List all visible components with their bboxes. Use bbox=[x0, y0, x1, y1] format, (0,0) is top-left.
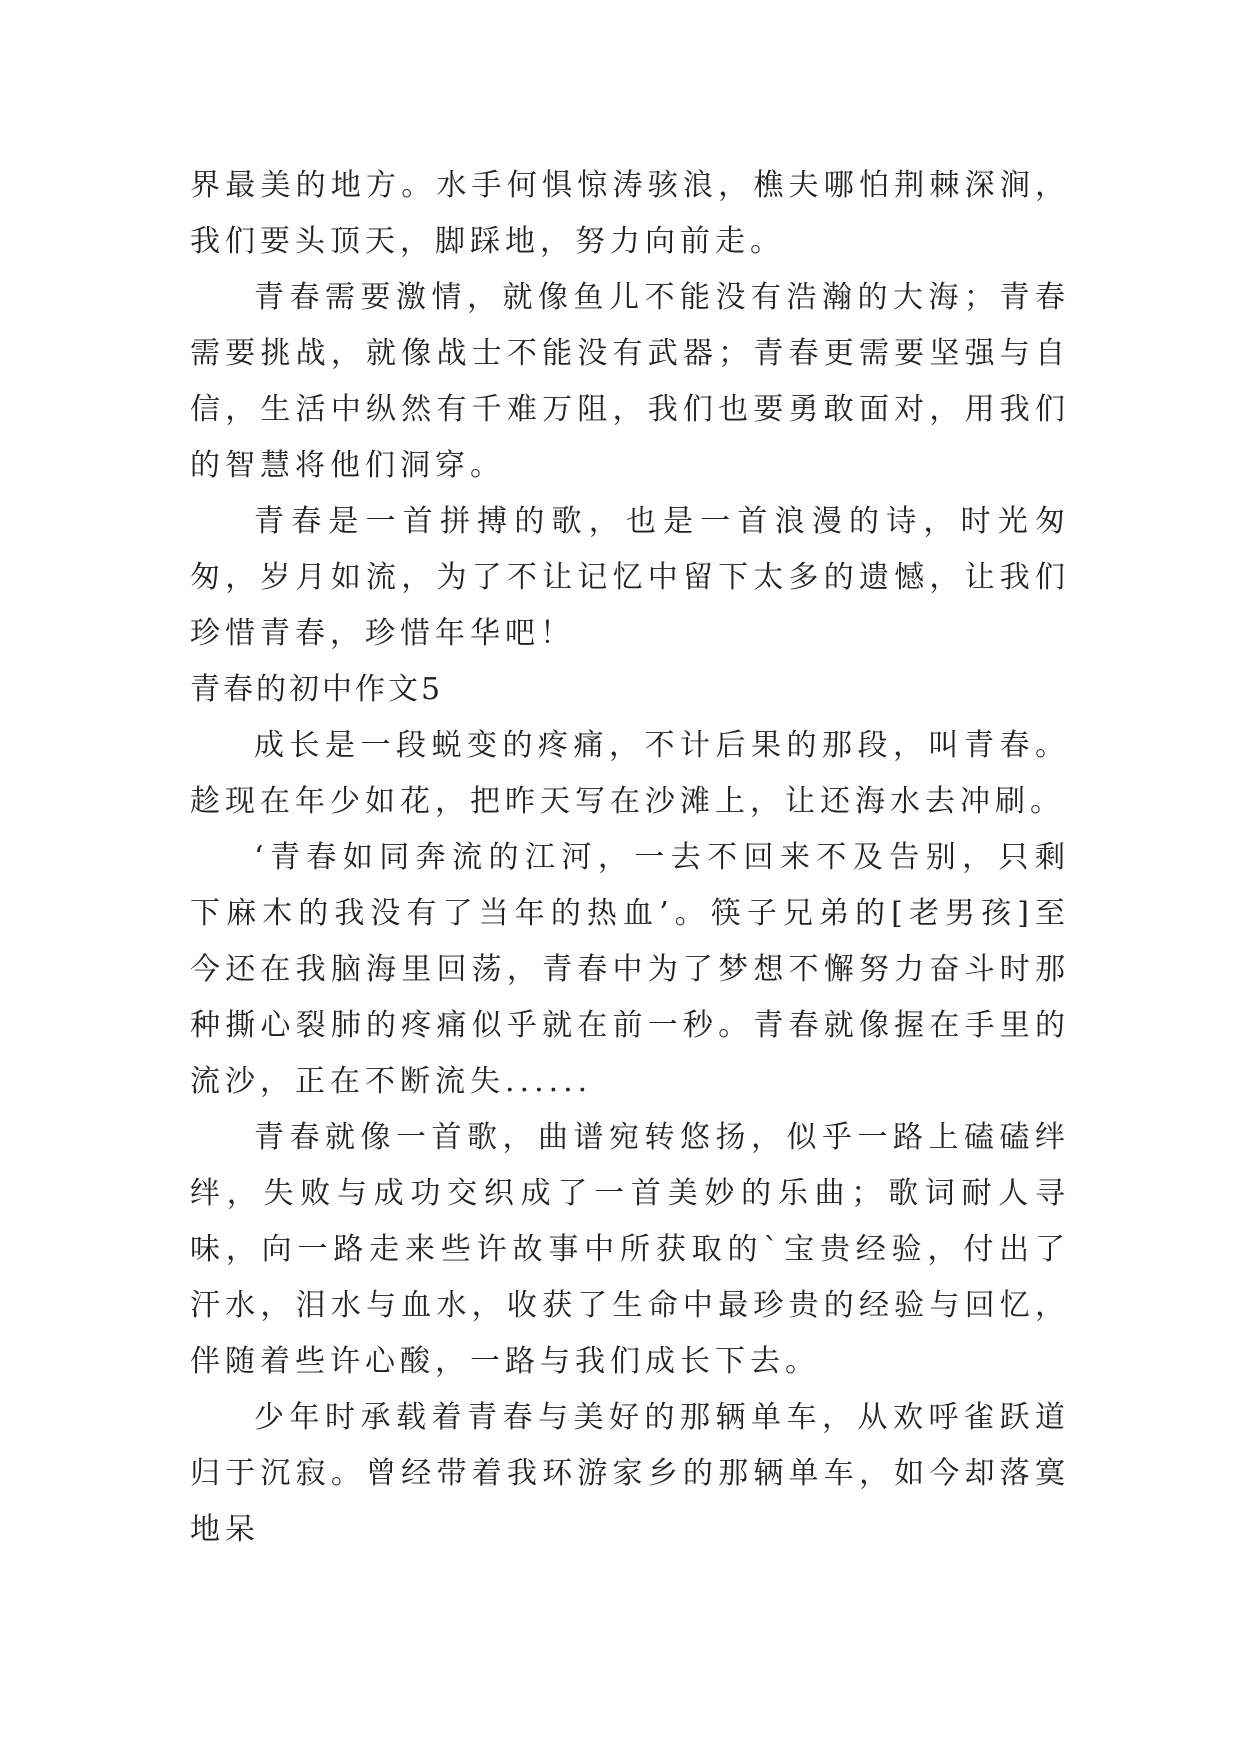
paragraph-7: 少年时承载着青春与美好的那辆单车，从欢呼雀跃道归于沉寂。曾经带着我环游家乡的那辆单车，如今却落寞地呆 bbox=[190, 1400, 1070, 1547]
paragraph-1: 界最美的地方。水手何惧惊涛骇浪，樵夫哪怕荆棘深涧，我们要头顶天，脚踩地，努力向前走。 bbox=[190, 168, 1070, 259]
document-page bbox=[190, 158, 1070, 1558]
paragraph-3: 青春是一首拼搏的歌，也是一首浪漫的诗，时光匆匆，岁月如流，为了不让记忆中留下太多的遗憾，让我们珍惜青春，珍惜年华吧！ bbox=[190, 504, 1070, 651]
section-heading: 青春的初中作文5 bbox=[190, 672, 444, 707]
paragraph-6: 青春就像一首歌，曲谱宛转悠扬，似乎一路上磕磕绊绊，失败与成功交织成了一首美妙的乐曲；歌词耐人寻味，向一路走来些许故事中所获取的`宝贵经验，付出了汗水，泪水与血水，收获了生命中最珍贵的经验与回忆，伴随着些许心酸，一路与我们成长下去。 bbox=[190, 1120, 1070, 1379]
paragraph-2: 青春需要激情，就像鱼儿不能没有浩瀚的大海；青春需要挑战，就像战士不能没有武器；青春更需要坚强与自信，生活中纵然有千难万阻，我们也要勇敢面对，用我们的智慧将他们洞穿。 bbox=[190, 280, 1070, 483]
paragraph-4: 成长是一段蜕变的疼痛，不计后果的那段，叫青春。趁现在年少如花，把昨天写在沙滩上，让还海水去冲刷。 bbox=[190, 728, 1070, 819]
paragraph-5: ‘青春如同奔流的江河，一去不回来不及告别，只剩下麻木的我没有了当年的热血’。筷子兄弟的[老男孩]至今还在我脑海里回荡，青春中为了梦想不懈努力奋斗时那种撕心裂肺的疼痛似乎就在前一秒。青春就像握在手里的流沙，正在不断流失...... bbox=[190, 840, 1070, 1099]
